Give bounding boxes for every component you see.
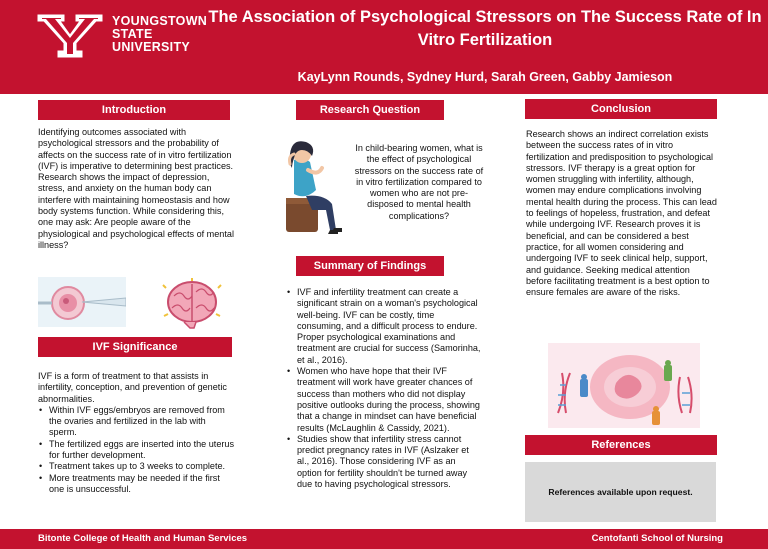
ivf-significance-body <box>38 371 234 495</box>
poster-header <box>0 0 768 94</box>
list-item: • More treatments may be needed if the first one is unsuccessful. <box>38 473 234 496</box>
introduction-heading: Introduction <box>38 100 230 120</box>
ivf-significance-list <box>38 405 234 495</box>
conclusion-heading: Conclusion <box>525 99 717 119</box>
logo-line-3: UNIVERSITY <box>112 40 191 55</box>
embryo-illustration-icon <box>548 343 700 428</box>
list-item: • The fertilized eggs are inserted into the uterus for further development. <box>38 439 234 462</box>
brain-icon <box>162 278 222 330</box>
list-item: • IVF and infertility treatment can create a significant strain on a woman's psychological well-being. IVF can be costly, time consuming, and a difficult process to endure. Proper psychological examinations and treatment are crucial for success (Samorinha, et al., 2016). <box>286 287 482 366</box>
references-text: References available upon request. <box>548 487 693 497</box>
summary-list <box>286 287 482 490</box>
stressed-woman-icon <box>276 138 356 236</box>
references-heading: References <box>525 435 717 455</box>
list-item: • Treatment takes up to 3 weeks to complete. <box>38 461 234 472</box>
ysu-logo-text <box>112 15 207 55</box>
poster-authors: KayLynn Rounds, Sydney Hurd, Sarah Green, Gabby Jamieson <box>297 70 673 84</box>
ysu-logo-icon <box>36 13 104 59</box>
summary-heading: Summary of Findings <box>296 256 444 276</box>
poster-title-line-1: The Association of Psychological Stressors on The Success Rate of In <box>208 8 762 26</box>
footer-school: Centofanti School of Nursing <box>591 533 723 544</box>
poster-title-line-2: Vitro Fertilization <box>417 31 553 49</box>
list-item: • Women who have hope that their IVF treatment will work have greater chances of success than mothers who did not display positive outlooks during the process, showing that a change in mindset can have beneficial results (McLaughlin & Cassidy, 2021). <box>286 366 482 434</box>
research-question-heading: Research Question <box>296 100 444 120</box>
poster-footer <box>0 529 768 549</box>
poster-title <box>202 6 768 52</box>
list-item: • Within IVF eggs/embryos are removed from the ovaries and fertilized in the lab with sperm. <box>38 405 234 439</box>
ysu-logo <box>36 13 208 61</box>
ivf-significance-intro: IVF is a form of treatment to that assists in infertility, conception, and prevention of genetic abnormalities. <box>38 371 227 404</box>
ivf-significance-heading: IVF Significance <box>38 337 232 357</box>
references-box <box>525 462 716 522</box>
logo-line-1: YOUNGSTOWN <box>112 14 208 28</box>
ivf-microscope-icon <box>38 277 126 327</box>
footer-college: Bitonte College of Health and Human Services <box>38 533 248 544</box>
list-item: • Studies show that infertility stress cannot predict pregnancy rates in IVF (Aslzaker et al., 2016). Those considering IVF as an option for fertility shouldn't be turned away due to having psychological stressors. <box>286 434 482 490</box>
logo-line-2: STATE <box>112 27 153 42</box>
conclusion-text: Research shows an indirect correlation exists between the success rates of in vitro fertilization and predisposition to psychological stressors. IVF therapy is a great option for women struggling with infertility, although, women may endure complications involving mental health during the process. This can lead to feelings of hopeless, frustration, and defeat while undergoing IVF. Research proves it is beneficial, and can be considered a best practice, for all women considering and undergoing IVF to seek clinical help, support, and guidance. Seeking medical attention before facilitating treatment is a best option to ensure females are aware of the risks. <box>526 129 717 298</box>
introduction-text: Identifying outcomes associated with psychological stressors and the probability of affects on the success rate of in vitro fertilization (IVF) is imperative to determining best practices. Research shows the impact of depression, stress, and anxiety on the human body can interfere with maintaining homeostasis and how body systems function. While considering this, one may ask: Are people aware of the physiological and psychological effects of mental illness? <box>38 127 234 250</box>
research-question-text: In child-bearing women, what is the effect of psychological stressors on the success rate of in vitro fertilization compared to women who are not pre-disposed to mental health complications? <box>354 143 484 221</box>
